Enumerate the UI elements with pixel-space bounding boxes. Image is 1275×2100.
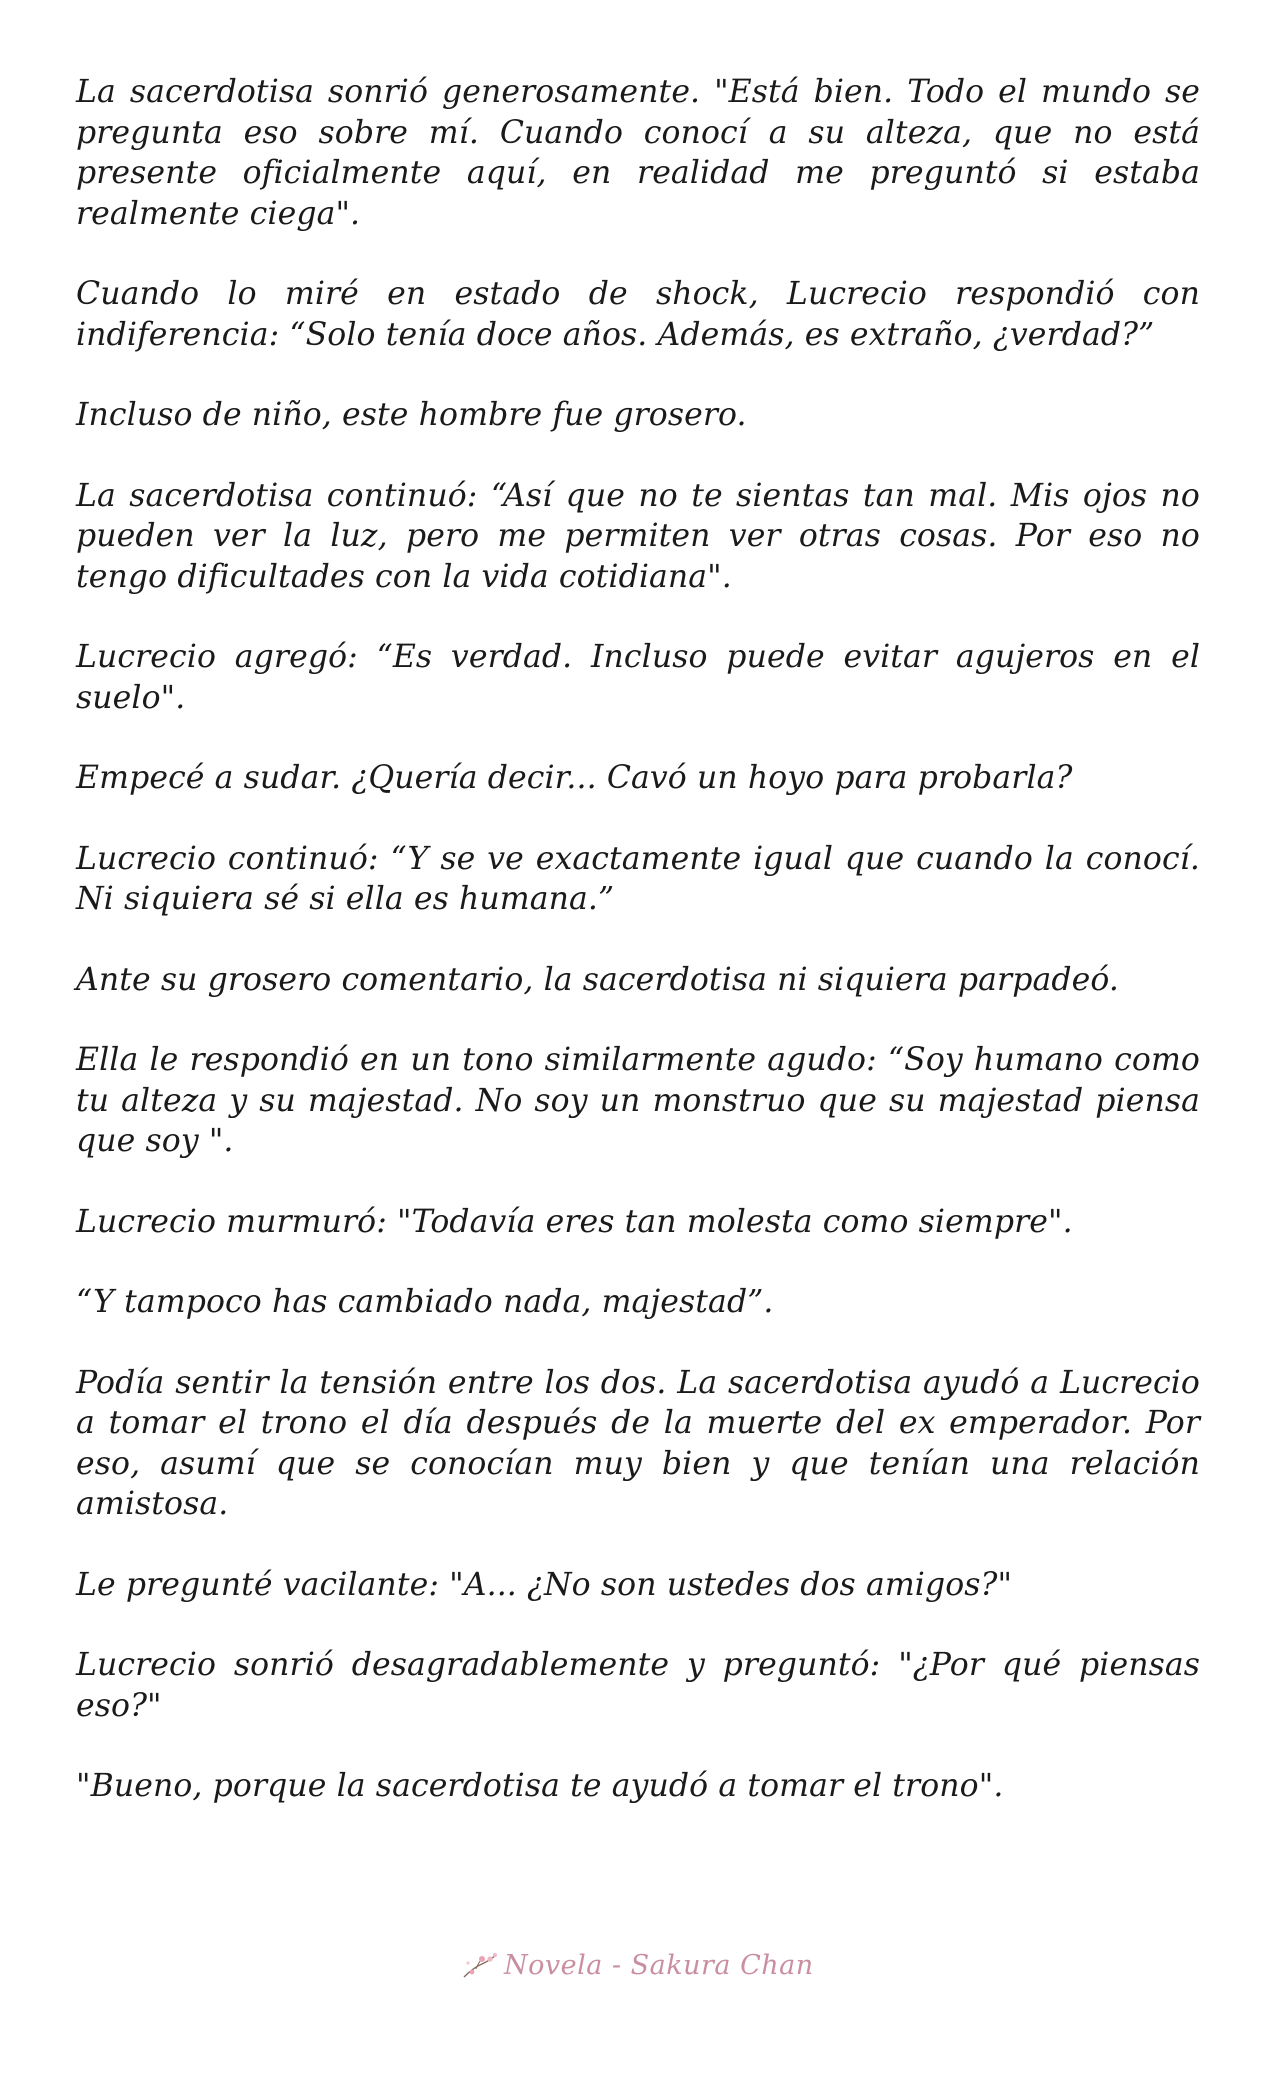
paragraph: Lucrecio agregó: “Es verdad. Incluso puede evitar agujeros en el suelo". <box>76 639 1200 716</box>
paragraph: La sacerdotisa continuó: “Así que no te sientas tan mal. Mis ojos no pueden ver la luz, pero me permiten ver otras cosas. Por eso no tengo dificultades con la vida cotidiana". <box>76 477 1200 595</box>
paragraph: Podía sentir la tensión entre los dos. La sacerdotisa ayudó a Lucrecio a tomar el trono el día después de la muerte del ex emperador. Por eso, asumí que se conocían muy bien y que tenían una relación amistosa. <box>76 1364 1200 1522</box>
paragraph: Cuando lo miré en estado de shock, Lucrecio respondió con indiferencia: “Solo tenía doce años. Además, es extraño, ¿verdad?” <box>76 276 1200 353</box>
paragraph: Empecé a sudar. ¿Quería decir... Cavó un hoyo para probarla? <box>76 760 1073 796</box>
document-body <box>76 72 1200 1847</box>
watermark-footer <box>462 1950 814 1981</box>
watermark-text: Novela - Sakura Chan <box>504 1950 814 1981</box>
paragraph: "Bueno, porque la sacerdotisa te ayudó a tomar el trono". <box>76 1768 1004 1804</box>
paragraph: “Y tampoco has cambiado nada, majestad”. <box>76 1284 774 1320</box>
paragraph: Ante su grosero comentario, la sacerdotisa ni siquiera parpadeó. <box>76 961 1119 998</box>
sakura-branch-icon <box>462 1951 498 1981</box>
paragraph: Incluso de niño, este hombre fue grosero. <box>76 397 747 433</box>
paragraph: Lucrecio continuó: “Y se ve exactamente igual que cuando la conocí. Ni siquiera sé si ella es humana.” <box>76 840 1200 917</box>
paragraph: Lucrecio sonrió desagradablemente y preguntó: "¿Por qué piensas eso?" <box>76 1647 1200 1724</box>
paragraph: Lucrecio murmuró: "Todavía eres tan molesta como siempre". <box>76 1203 1073 1240</box>
paragraph: Le pregunté vacilante: "A... ¿No son ustedes dos amigos?" <box>76 1566 1013 1603</box>
paragraph: Ella le respondió en un tono similarmente agudo: “Soy humano como tu alteza y su majestad. No soy un monstruo que su majestad piensa que soy ". <box>76 1042 1200 1159</box>
paragraph: La sacerdotisa sonrió generosamente. "Está bien. Todo el mundo se pregunta eso sobre mí. Cuando conocí a su alteza, que no está presente oficialmente aquí, en realidad me preguntó si estaba realmente ciega". <box>76 74 1200 232</box>
